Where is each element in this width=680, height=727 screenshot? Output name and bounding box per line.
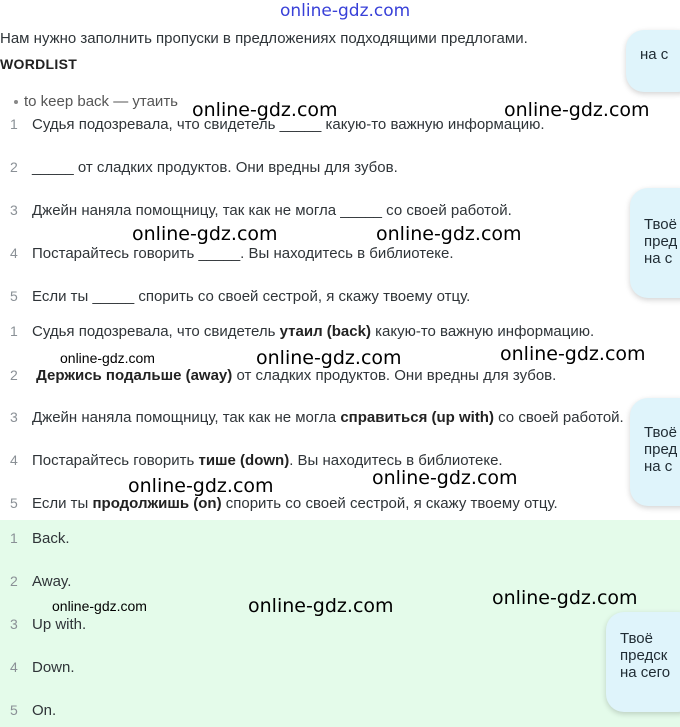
watermark: online-gdz.com bbox=[192, 99, 338, 121]
row-number: 1 bbox=[10, 530, 18, 546]
chat-bubble-text: Твоё предск на сего bbox=[620, 630, 671, 681]
wordlist-heading: WORDLIST bbox=[0, 56, 78, 72]
watermark: online-gdz.com bbox=[60, 350, 155, 366]
chat-bubble[interactable] bbox=[626, 30, 680, 92]
solution-row bbox=[0, 323, 594, 340]
answer-row bbox=[0, 702, 56, 719]
solution-answer: тише (down) bbox=[198, 452, 290, 469]
solution-text: Джейн наняла помощницу, так как не могла bbox=[32, 409, 341, 426]
watermark-top: online-gdz.com bbox=[280, 1, 411, 21]
chat-bubble-text: на с bbox=[640, 46, 669, 63]
chat-bubble-text: Твоё пред на с bbox=[644, 216, 678, 267]
answers-panel bbox=[0, 520, 680, 727]
row-number: 1 bbox=[10, 323, 18, 339]
answer-text: Away. bbox=[32, 573, 72, 590]
answer-row bbox=[0, 659, 75, 676]
solution-answer: справиться (up with) bbox=[340, 409, 494, 426]
row-number: 5 bbox=[10, 702, 18, 718]
exercise-text: Постарайтесь говорить _____. Вы находитесь в библиотеке. bbox=[32, 245, 454, 262]
watermark: online-gdz.com bbox=[500, 343, 646, 365]
watermark: online-gdz.com bbox=[52, 598, 147, 614]
chat-bubble[interactable] bbox=[606, 612, 680, 712]
watermark: online-gdz.com bbox=[504, 99, 650, 121]
exercise-row bbox=[0, 288, 470, 305]
exercise-text: Джейн наняла помощницу, так как не могла _____ со своей работой. bbox=[32, 202, 512, 219]
exercise-row bbox=[0, 159, 398, 176]
solution-answer: утаил (back) bbox=[279, 323, 371, 340]
solution-row bbox=[0, 367, 556, 384]
solution-text: Судья подозревала, что свидетель bbox=[32, 323, 280, 340]
row-number: 4 bbox=[10, 452, 18, 468]
row-number: 3 bbox=[10, 616, 18, 632]
solution-text: Постарайтесь говорить bbox=[32, 452, 199, 469]
chat-bubble[interactable] bbox=[630, 398, 680, 506]
row-number: 3 bbox=[10, 409, 18, 425]
wordlist-item-text: to keep back — утаить bbox=[24, 93, 178, 110]
watermark: online-gdz.com bbox=[256, 347, 402, 369]
solution-text: со своей работой. bbox=[493, 409, 624, 426]
watermark: online-gdz.com bbox=[492, 587, 638, 609]
exercise-text: _____ от сладких продуктов. Они вредны для зубов. bbox=[32, 159, 398, 176]
watermark: online-gdz.com bbox=[128, 475, 274, 497]
solution-answer: продолжишь (on) bbox=[92, 495, 222, 512]
answer-text: Down. bbox=[32, 659, 75, 676]
wordlist-item bbox=[14, 93, 178, 110]
answer-row bbox=[0, 573, 71, 590]
solution-text: . Вы находитесь в библиотеке. bbox=[289, 452, 503, 469]
solution-text: спорить со своей сестрой, я скажу твоему отцу. bbox=[221, 495, 558, 512]
solution-text: Если ты bbox=[32, 495, 93, 512]
row-number: 2 bbox=[10, 367, 18, 383]
watermark: online-gdz.com bbox=[372, 467, 518, 489]
solution-text: от сладких продуктов. Они вредны для зубов. bbox=[232, 367, 557, 384]
answer-text: Back. bbox=[32, 530, 70, 547]
answer-text: On. bbox=[32, 702, 57, 719]
solution-answer: Держись подальше (away) bbox=[36, 367, 233, 384]
row-number: 2 bbox=[10, 573, 18, 589]
exercise-row bbox=[0, 245, 454, 262]
watermark: online-gdz.com bbox=[248, 595, 394, 617]
solution-row bbox=[0, 409, 624, 426]
exercise-text: Если ты _____ спорить со своей сестрой, я скажу твоему отцу. bbox=[32, 288, 471, 305]
bullet-icon bbox=[14, 100, 18, 104]
row-number: 3 bbox=[10, 202, 18, 218]
watermark: online-gdz.com bbox=[376, 223, 522, 245]
row-number: 1 bbox=[10, 116, 18, 132]
chat-bubble[interactable] bbox=[630, 188, 680, 298]
answer-row bbox=[0, 530, 70, 547]
chat-bubble-text: Твоё пред на с bbox=[644, 424, 678, 475]
exercise-row bbox=[0, 202, 512, 219]
answer-row bbox=[0, 616, 86, 633]
solution-row bbox=[0, 495, 558, 512]
row-number: 2 bbox=[10, 159, 18, 175]
task-intro: Нам нужно заполнить пропуски в предложениях подходящими предлогами. bbox=[0, 30, 528, 47]
exercise-text: Судья подозревала, что свидетель _____ какую-то важную информацию. bbox=[32, 116, 545, 133]
watermark: online-gdz.com bbox=[132, 223, 278, 245]
answer-text: Up with. bbox=[32, 616, 87, 633]
solution-text: какую-то важную информацию. bbox=[370, 323, 595, 340]
row-number: 5 bbox=[10, 495, 18, 511]
row-number: 4 bbox=[10, 245, 18, 261]
row-number: 4 bbox=[10, 659, 18, 675]
row-number: 5 bbox=[10, 288, 18, 304]
